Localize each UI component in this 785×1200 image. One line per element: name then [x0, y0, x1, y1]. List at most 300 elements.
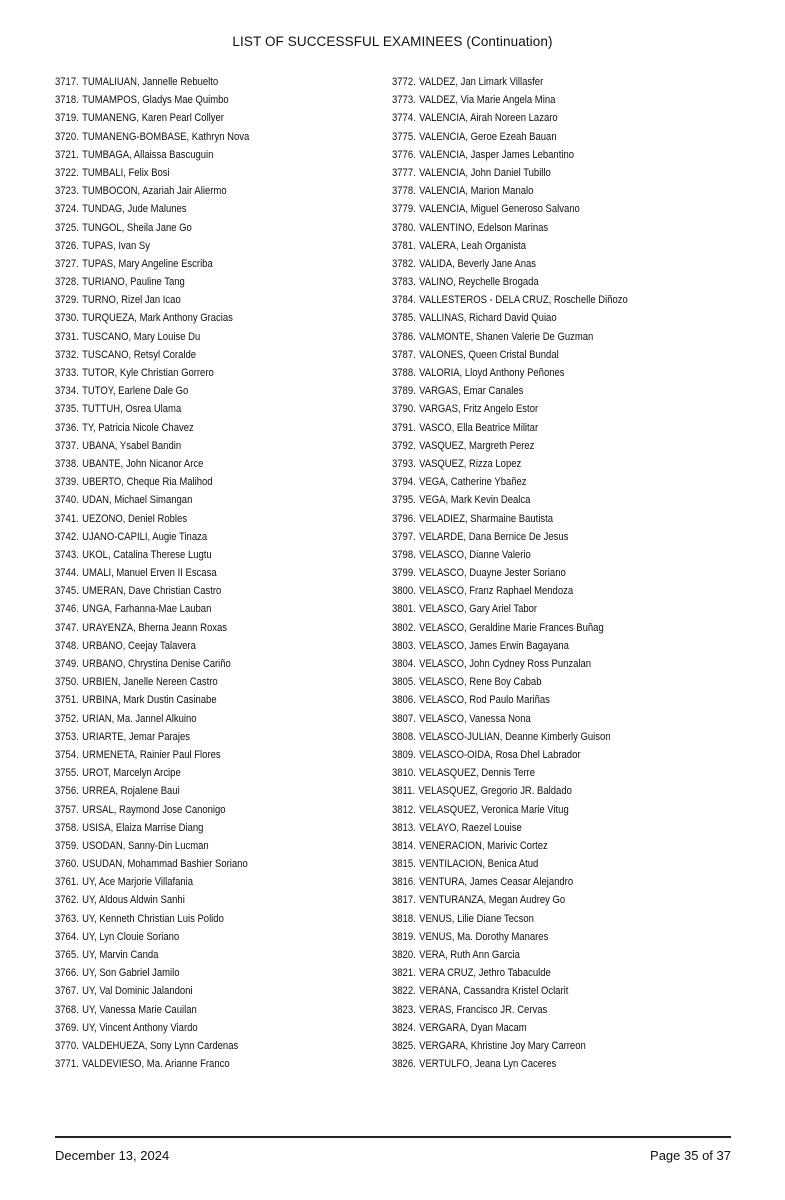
examinee-number: 3760. — [55, 858, 79, 871]
examinee-number: 3753. — [55, 730, 79, 743]
examinee-name: USUDAN, Mohammad Bashier Soriano — [82, 858, 248, 871]
list-item — [392, 982, 694, 1000]
examinee-number: 3795. — [392, 494, 416, 507]
list-item — [55, 128, 328, 146]
list-item — [392, 655, 694, 673]
list-item — [392, 219, 694, 237]
list-item — [392, 510, 694, 528]
examinee-number: 3824. — [392, 1021, 416, 1034]
examinee-number: 3787. — [392, 348, 416, 361]
examinee-name: UMERAN, Dave Christian Castro — [82, 585, 222, 598]
examinee-name: VELASCO, Rod Paulo Mariñas — [419, 694, 550, 707]
examinee-name: VALENCIA, Airah Noreen Lazaro — [419, 112, 558, 125]
examinee-name: UY, Kenneth Christian Luis Polido — [82, 912, 224, 925]
list-item — [392, 1001, 694, 1019]
examinee-number: 3736. — [55, 421, 79, 434]
examinee-name: UNGA, Farhanna-Mae Lauban — [82, 603, 212, 616]
list-item — [392, 546, 694, 564]
examinee-name: VALORIA, Lloyd Anthony Peñones — [419, 367, 565, 379]
examinee-number: 3731. — [55, 330, 79, 343]
list-item — [55, 346, 328, 364]
list-item — [392, 910, 694, 928]
examinee-name: TURIANO, Pauline Tang — [82, 276, 185, 289]
examinee-name: VERA CRUZ, Jethro Tabaculde — [419, 967, 551, 980]
list-item — [55, 382, 328, 400]
list-item — [392, 673, 694, 691]
examinee-list-left-column — [55, 73, 380, 1073]
examinee-number: 3803. — [392, 639, 416, 652]
list-item — [55, 946, 328, 964]
list-item — [55, 855, 328, 873]
list-item — [392, 237, 694, 255]
examinee-number: 3802. — [392, 621, 416, 634]
examinee-number: 3758. — [55, 821, 79, 834]
examinee-number: 3735. — [55, 403, 79, 416]
examinee-number: 3767. — [55, 985, 79, 998]
list-item — [392, 491, 694, 509]
list-item — [392, 600, 694, 618]
examinee-number: 3817. — [392, 894, 416, 907]
examinee-number: 3819. — [392, 930, 416, 943]
footer-date: December 13, 2024 — [55, 1148, 170, 1163]
examinee-name: VERGARA, Dyan Macam — [419, 1021, 527, 1034]
examinee-number: 3814. — [392, 839, 416, 852]
list-item — [55, 164, 328, 182]
list-item — [392, 473, 694, 491]
examinee-number: 3739. — [55, 476, 79, 489]
examinee-name: UY, Ace Marjorie Villafania — [82, 876, 194, 889]
examinee-name: URIARTE, Jemar Parajes — [82, 730, 191, 743]
list-item — [392, 637, 694, 655]
examinee-number: 3820. — [392, 949, 416, 961]
examinee-name: UY, Son Gabriel Jamilo — [82, 967, 180, 980]
examinee-name: VELASCO, Gary Ariel Tabor — [419, 603, 538, 616]
examinee-number: 3799. — [392, 567, 416, 580]
examinee-name: VASQUEZ, Margreth Perez — [419, 439, 535, 452]
examinee-number: 3759. — [55, 839, 79, 852]
list-item — [55, 600, 328, 618]
list-item — [392, 819, 694, 837]
examinee-number: 3732. — [55, 348, 79, 361]
list-item — [55, 710, 328, 728]
list-item — [392, 1019, 694, 1037]
examinee-name: VALDEZ, Jan Limark Villasfer — [419, 76, 544, 88]
examinee-number: 3742. — [55, 530, 79, 543]
list-item — [392, 382, 694, 400]
list-item — [392, 964, 694, 982]
list-item — [55, 455, 328, 473]
list-item — [55, 673, 328, 691]
list-item — [55, 309, 328, 327]
examinee-name: VALENCIA, Geroe Ezeah Bauan — [419, 130, 557, 143]
list-item — [55, 400, 328, 418]
list-item — [55, 328, 328, 346]
list-item — [392, 309, 694, 327]
examinee-number: 3726. — [55, 239, 79, 252]
list-item — [55, 473, 328, 491]
examinee-name: VELASCO, Duayne Jester Soriano — [419, 567, 566, 580]
examinee-number: 3815. — [392, 858, 416, 871]
examinee-name: VALINO, Reychelle Brogada — [419, 276, 539, 289]
list-item — [55, 91, 328, 109]
examinee-number: 3720. — [55, 130, 79, 143]
examinee-name: VEGA, Mark Kevin Dealca — [419, 494, 531, 507]
examinee-name: VENUS, Lilie Diane Tecson — [419, 912, 534, 925]
examinee-list-right-column — [392, 73, 752, 1073]
examinee-name: UEZONO, Deniel Robles — [82, 512, 188, 525]
examinee-number: 3765. — [55, 949, 79, 961]
examinee-name: TY, Patricia Nicole Chavez — [82, 421, 194, 434]
examinee-name: TUMBOCON, Azariah Jair Aliermo — [82, 185, 227, 198]
examinee-number: 3772. — [392, 76, 416, 88]
examinee-name: VELASCO-OIDA, Rosa Dhel Labrador — [419, 748, 581, 761]
examinee-name: TUMBALI, Felix Bosi — [82, 166, 170, 179]
list-item — [392, 73, 694, 91]
list-item — [392, 109, 694, 127]
examinee-number: 3719. — [55, 112, 79, 125]
examinee-number: 3764. — [55, 930, 79, 943]
examinee-number: 3729. — [55, 294, 79, 307]
examinee-name: UY, Marvin Canda — [82, 949, 159, 961]
examinee-number: 3770. — [55, 1039, 79, 1052]
examinee-number: 3728. — [55, 276, 79, 289]
examinee-name: UMALI, Manuel Erven II Escasa — [82, 567, 217, 580]
examinee-number: 3816. — [392, 876, 416, 889]
list-item — [392, 873, 694, 891]
list-item — [55, 910, 328, 928]
list-item — [392, 182, 694, 200]
examinee-number: 3734. — [55, 385, 79, 398]
examinee-name: VASCO, Ella Beatrice Militar — [419, 421, 539, 434]
list-item — [392, 1037, 694, 1055]
examinee-number: 3761. — [55, 876, 79, 889]
list-item — [55, 255, 328, 273]
examinee-name: VALDEZ, Via Marie Angela Mina — [419, 94, 556, 107]
list-item — [55, 655, 328, 673]
examinee-number: 3721. — [55, 148, 79, 161]
examinee-number: 3718. — [55, 94, 79, 107]
list-item — [55, 546, 328, 564]
examinee-number: 3740. — [55, 494, 79, 507]
examinee-name: URBIEN, Janelle Nereen Castro — [82, 676, 218, 689]
list-item — [392, 91, 694, 109]
examinee-number: 3811. — [392, 785, 416, 798]
examinee-name: UBANTE, John Nicanor Arce — [82, 457, 204, 470]
examinee-number: 3780. — [392, 221, 416, 234]
examinee-number: 3786. — [392, 330, 416, 343]
list-item — [55, 746, 328, 764]
examinee-name: VELASCO, Franz Raphael Mendoza — [419, 585, 574, 598]
examinee-name: VELASCO, James Erwin Bagayana — [419, 639, 569, 652]
list-item — [392, 419, 694, 437]
examinee-name: UBANA, Ysabel Bandin — [82, 439, 182, 452]
examinee-number: 3749. — [55, 658, 79, 670]
examinee-name: UKOL, Catalina Therese Lugtu — [82, 548, 212, 561]
examinee-name: VERA, Ruth Ann Garcia — [419, 949, 520, 961]
examinee-name: TUNDAG, Jude Malunes — [82, 203, 187, 216]
examinee-name: TUPAS, Ivan Sy — [82, 239, 150, 252]
list-item — [392, 128, 694, 146]
list-item — [55, 691, 328, 709]
examinee-name: TUNGOL, Sheila Jane Go — [82, 221, 192, 234]
page-title: LIST OF SUCCESSFUL EXAMINEES (Continuation) — [232, 34, 553, 49]
footer-divider — [55, 1136, 731, 1138]
examinee-number: 3783. — [392, 276, 416, 289]
examinee-number: 3771. — [55, 1058, 79, 1071]
examinee-number: 3746. — [55, 603, 79, 616]
examinee-name: UROT, Marcelyn Arcipe — [82, 767, 181, 780]
list-item — [392, 619, 694, 637]
examinee-name: VELASQUEZ, Dennis Terre — [419, 767, 535, 780]
examinee-number: 3722. — [55, 166, 79, 179]
examinee-name: TUSCANO, Retsyl Coralde — [82, 348, 197, 361]
examinee-number: 3751. — [55, 694, 79, 707]
list-item — [392, 837, 694, 855]
examinee-number: 3744. — [55, 567, 79, 580]
list-item — [55, 764, 328, 782]
examinee-number: 3730. — [55, 312, 79, 325]
list-item — [55, 419, 328, 437]
examinee-name: URBINA, Mark Dustin Casinabe — [82, 694, 217, 707]
examinee-name: VELASCO, Vanessa Nona — [419, 712, 531, 725]
examinee-number: 3823. — [392, 1003, 416, 1016]
examinee-number: 3717. — [55, 76, 79, 88]
examinee-name: TURQUEZA, Mark Anthony Gracias — [82, 312, 233, 325]
examinee-name: VARGAS, Emar Canales — [419, 385, 524, 398]
examinee-name: VELASCO-JULIAN, Deanne Kimberly Guison — [419, 730, 611, 743]
examinee-name: VALDEHUEZA, Sony Lynn Cardenas — [82, 1039, 239, 1052]
list-item — [392, 164, 694, 182]
list-item — [392, 801, 694, 819]
examinee-name: TUPAS, Mary Angeline Escriba — [82, 257, 213, 270]
examinee-name: UY, Aldous Aldwin Sanhi — [82, 894, 185, 907]
examinee-number: 3810. — [392, 767, 416, 780]
list-item — [392, 582, 694, 600]
examinee-number: 3804. — [392, 658, 416, 670]
examinee-name: VELAYO, Raezel Louise — [419, 821, 522, 834]
examinee-name: VELADIEZ, Sharmaine Bautista — [419, 512, 554, 525]
list-item — [55, 1037, 328, 1055]
list-item — [392, 710, 694, 728]
examinee-name: TUMBAGA, Allaissa Bascuguin — [82, 148, 214, 161]
examinee-name: UDAN, Michael Simangan — [82, 494, 193, 507]
examinee-number: 3757. — [55, 803, 79, 816]
examinee-number: 3752. — [55, 712, 79, 725]
examinee-number: 3809. — [392, 748, 416, 761]
examinee-name: VENUS, Ma. Dorothy Manares — [419, 930, 549, 943]
examinee-name: VELASQUEZ, Veronica Marie Vitug — [419, 803, 569, 816]
examinee-name: VALENCIA, John Daniel Tubillo — [419, 166, 551, 179]
examinee-name: VELARDE, Dana Bernice De Jesus — [419, 530, 569, 543]
list-item — [55, 491, 328, 509]
list-item — [55, 619, 328, 637]
examinee-number: 3822. — [392, 985, 416, 998]
list-item — [55, 364, 328, 382]
list-item — [55, 837, 328, 855]
examinee-number: 3733. — [55, 367, 79, 379]
examinee-number: 3794. — [392, 476, 416, 489]
list-item — [392, 455, 694, 473]
examinee-name: UY, Val Dominic Jalandoni — [82, 985, 193, 998]
examinee-number: 3784. — [392, 294, 416, 307]
list-item — [55, 564, 328, 582]
list-item — [392, 728, 694, 746]
examinee-name: VALMONTE, Shanen Valerie De Guzman — [419, 330, 594, 343]
examinee-name: TUTTUH, Osrea Ulama — [82, 403, 182, 416]
examinee-name: UY, Lyn Clouie Soriano — [82, 930, 180, 943]
examinee-number: 3768. — [55, 1003, 79, 1016]
examinee-number: 3754. — [55, 748, 79, 761]
list-item — [392, 782, 694, 800]
examinee-name: VELASCO, Geraldine Marie Frances Buñag — [419, 621, 604, 634]
list-item — [392, 691, 694, 709]
examinee-number: 3769. — [55, 1021, 79, 1034]
examinee-number: 3807. — [392, 712, 416, 725]
examinee-number: 3808. — [392, 730, 416, 743]
examinee-number: 3791. — [392, 421, 416, 434]
examinee-number: 3762. — [55, 894, 79, 907]
examinee-number: 3813. — [392, 821, 416, 834]
list-item — [392, 400, 694, 418]
list-item — [55, 964, 328, 982]
examinee-number: 3774. — [392, 112, 416, 125]
examinee-number: 3785. — [392, 312, 416, 325]
examinee-number: 3793. — [392, 457, 416, 470]
list-item — [55, 1001, 328, 1019]
examinee-name: VERANA, Cassandra Kristel Oclarit — [419, 985, 569, 998]
list-item — [55, 582, 328, 600]
list-item — [392, 891, 694, 909]
list-item — [55, 801, 328, 819]
examinee-name: VALLESTEROS - DELA CRUZ, Roschelle Diñozo — [419, 294, 628, 307]
examinee-name: VERAS, Francisco JR. Cervas — [419, 1003, 548, 1016]
list-item — [55, 891, 328, 909]
list-item — [392, 364, 694, 382]
list-item — [55, 273, 328, 291]
list-item — [392, 291, 694, 309]
examinee-name: VALIDA, Beverly Jane Anas — [419, 257, 537, 270]
list-item — [55, 73, 328, 91]
footer-page-number: Page 35 of 37 — [650, 1148, 731, 1163]
examinee-number: 3792. — [392, 439, 416, 452]
examinee-number: 3778. — [392, 185, 416, 198]
examinee-name: VALONES, Queen Cristal Bundal — [419, 348, 559, 361]
examinee-name: VELASQUEZ, Gregorio JR. Baldado — [418, 785, 572, 798]
examinee-name: URREA, Rojalene Baui — [82, 785, 180, 798]
examinee-number: 3748. — [55, 639, 79, 652]
list-item — [392, 200, 694, 218]
examinee-number: 3800. — [392, 585, 416, 598]
list-item — [55, 637, 328, 655]
examinee-number: 3812. — [392, 803, 416, 816]
examinee-number: 3756. — [55, 785, 79, 798]
list-item — [55, 109, 328, 127]
examinee-number: 3782. — [392, 257, 416, 270]
examinee-name: VALENCIA, Marion Manalo — [419, 185, 534, 198]
list-item — [392, 764, 694, 782]
examinee-number: 3818. — [392, 912, 416, 925]
examinee-number: 3779. — [392, 203, 416, 216]
list-item — [55, 819, 328, 837]
examinee-name: VENTILACION, Benica Atud — [419, 858, 539, 871]
list-item — [392, 437, 694, 455]
examinee-number: 3724. — [55, 203, 79, 216]
examinee-name: USISA, Elaiza Marrise Diang — [82, 821, 204, 834]
examinee-name: TUMAMPOS, Gladys Mae Quimbo — [82, 94, 229, 107]
list-item — [55, 200, 328, 218]
examinee-number: 3745. — [55, 585, 79, 598]
list-item — [55, 1055, 328, 1073]
examinee-number: 3741. — [55, 512, 79, 525]
examinee-number: 3788. — [392, 367, 416, 379]
list-item — [392, 346, 694, 364]
examinee-number: 3747. — [55, 621, 79, 634]
examinee-name: UJANO-CAPILI, Augie Tinaza — [82, 530, 208, 543]
list-item — [55, 873, 328, 891]
list-item — [392, 855, 694, 873]
examinee-name: VENTURA, James Ceasar Alejandro — [419, 876, 574, 889]
examinee-name: URBANO, Ceejay Talavera — [82, 639, 196, 652]
examinee-name: VALENCIA, Miguel Generoso Salvano — [419, 203, 580, 216]
list-item — [392, 528, 694, 546]
list-item — [55, 219, 328, 237]
list-item — [55, 237, 328, 255]
list-item — [392, 946, 694, 964]
examinee-name: TUTOR, Kyle Christian Gorrero — [82, 367, 214, 379]
examinee-number: 3776. — [392, 148, 416, 161]
examinee-name: VARGAS, Fritz Angelo Estor — [419, 403, 539, 416]
examinee-name: VEGA, Catherine Ybañez — [419, 476, 527, 489]
examinee-name: URMENETA, Rainier Paul Flores — [82, 748, 221, 761]
list-item — [392, 146, 694, 164]
examinee-number: 3725. — [55, 221, 79, 234]
list-item — [392, 928, 694, 946]
examinee-name: URSAL, Raymond Jose Canonigo — [82, 803, 226, 816]
examinee-name: UBERTO, Cheque Ria Malihod — [82, 476, 213, 489]
examinee-number: 3796. — [392, 512, 416, 525]
list-item — [55, 146, 328, 164]
examinee-number: 3727. — [55, 257, 79, 270]
examinee-name: TUMANENG-BOMBASE, Kathryn Nova — [82, 130, 250, 143]
examinee-name: VELASCO, John Cydney Ross Punzalan — [419, 658, 592, 670]
list-item — [55, 1019, 328, 1037]
list-item — [55, 182, 328, 200]
examinee-number: 3777. — [392, 166, 416, 179]
list-item — [55, 982, 328, 1000]
examinee-name: USODAN, Sanny-Din Lucman — [82, 839, 209, 852]
examinee-number: 3750. — [55, 676, 79, 689]
examinee-name: TUMALIUAN, Jannelle Rebuelto — [82, 76, 219, 88]
examinee-name: VALENCIA, Jasper James Lebantino — [419, 148, 575, 161]
examinee-name: TUSCANO, Mary Louise Du — [82, 330, 201, 343]
examinee-name: UY, Vanessa Marie Cauilan — [82, 1003, 197, 1016]
examinee-number: 3763. — [55, 912, 79, 925]
examinee-name: VALERA, Leah Organista — [419, 239, 527, 252]
list-item — [55, 928, 328, 946]
examinee-name: VASQUEZ, Rizza Lopez — [419, 457, 522, 470]
examinee-name: VALLINAS, Richard David Quiao — [419, 312, 557, 325]
examinee-number: 3801. — [392, 603, 416, 616]
examinee-number: 3825. — [392, 1039, 416, 1052]
examinee-name: VELASCO, Dianne Valerio — [419, 548, 531, 561]
list-item — [392, 564, 694, 582]
examinee-name: TUTOY, Earlene Dale Go — [82, 385, 189, 398]
examinee-name: VENTURANZA, Megan Audrey Go — [419, 894, 566, 907]
list-item — [392, 328, 694, 346]
examinee-number: 3743. — [55, 548, 79, 561]
examinee-number: 3798. — [392, 548, 416, 561]
examinee-number: 3723. — [55, 185, 79, 198]
